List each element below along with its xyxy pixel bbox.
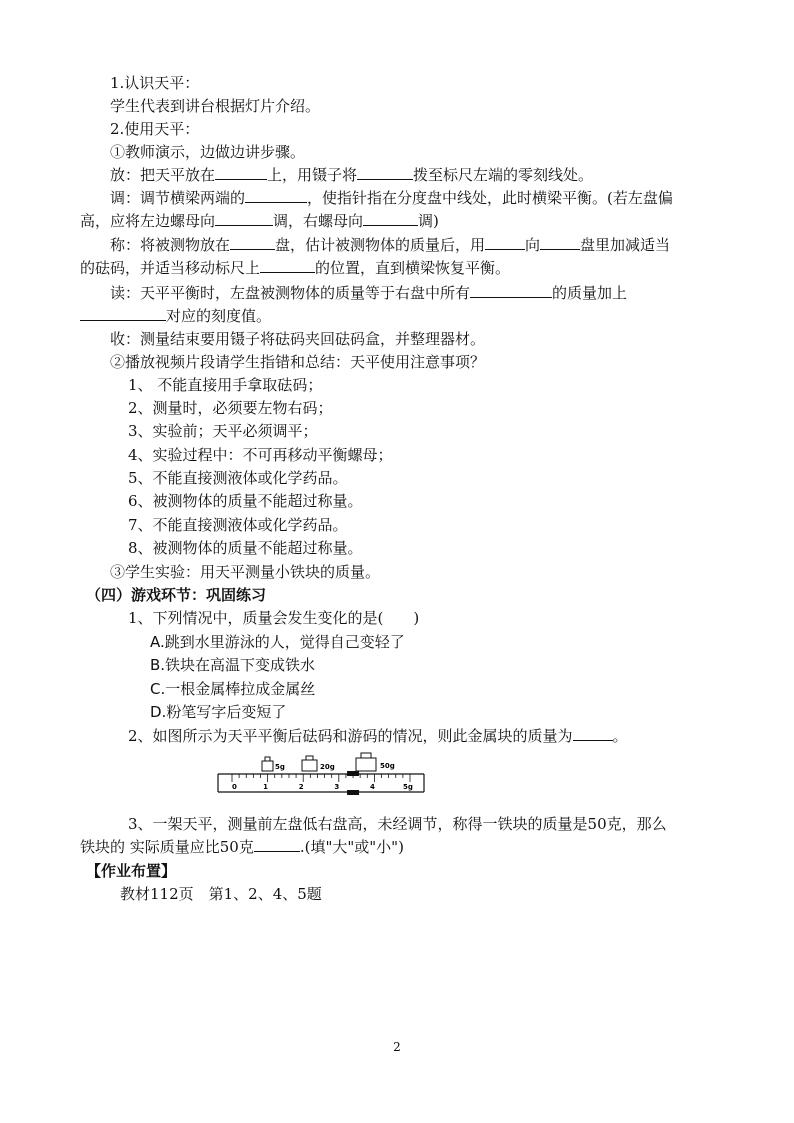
step-adjust-line2 bbox=[80, 210, 439, 232]
step-weigh-b: 盘，估计被测物体的质量后，用 bbox=[275, 236, 486, 254]
question-3-b: 铁块的 实际质量应比50克 bbox=[80, 838, 254, 856]
tick-label: 4 bbox=[369, 783, 375, 791]
note-item: 2、测量时，必须要左物右码； bbox=[128, 399, 333, 417]
answer-blank bbox=[215, 210, 273, 226]
step-place bbox=[110, 164, 593, 186]
step-read-b: 的质量加上 bbox=[552, 284, 628, 302]
weight-20g-icon bbox=[302, 756, 335, 771]
question-1-option: D.粉笔写字后变短了 bbox=[150, 703, 287, 721]
step-read-a: 读：天平平衡时，左盘被测物体的质量等于右盘中所有 bbox=[110, 284, 471, 302]
step1-text: ①教师演示，边做边讲步骤。 bbox=[110, 143, 306, 161]
beam-scale bbox=[218, 771, 424, 795]
step-weigh-f: 的位置，直到横梁恢复平衡。 bbox=[315, 259, 511, 277]
step-read-line2 bbox=[80, 305, 271, 327]
answer-blank bbox=[80, 305, 166, 321]
answer-blank bbox=[363, 210, 418, 226]
question-2-stem-end: 。 bbox=[612, 727, 628, 745]
answer-blank bbox=[357, 164, 413, 180]
weight-label: 20g bbox=[320, 763, 335, 771]
answer-blank bbox=[573, 725, 613, 741]
step-adjust-d: 调，右螺母向 bbox=[273, 212, 364, 230]
note-item: 4、实验过程中：不可再移动平衡螺母； bbox=[128, 446, 393, 464]
item2-title: 2.使用天平： bbox=[110, 120, 200, 138]
answer-blank bbox=[260, 257, 315, 273]
tick-label: 1 bbox=[263, 783, 269, 791]
item1-title: 1.认识天平： bbox=[110, 74, 200, 92]
step-adjust-b: ，使指针指在分度盘中线处，此时横梁平衡。(若左盘偏 bbox=[307, 189, 673, 207]
answer-blank bbox=[245, 187, 307, 203]
tick-label: 3 bbox=[334, 783, 340, 791]
homework-text: 教材112页 第1、2、4、5题 bbox=[120, 885, 322, 903]
answer-blank bbox=[540, 234, 580, 250]
step-weigh-c: 向 bbox=[525, 236, 541, 254]
question-1-option: B.铁块在高温下变成铁水 bbox=[150, 656, 316, 674]
tick-label: 5g bbox=[403, 783, 413, 791]
step3-text: ③学生实验：用天平测量小铁块的质量。 bbox=[110, 563, 381, 581]
question-3-line2 bbox=[80, 836, 404, 858]
step-place-b: 上，用镊子将 bbox=[267, 166, 358, 184]
homework-title: 【作业布置】 bbox=[86, 862, 177, 880]
step2-text: ②播放视频片段请学生指错和总结：天平使用注意事项？ bbox=[110, 353, 486, 371]
weight-5g-icon bbox=[262, 757, 285, 771]
answer-blank bbox=[230, 234, 275, 250]
tick-labels bbox=[232, 783, 413, 791]
step-weigh-line1 bbox=[110, 234, 670, 256]
question-2-stem-text: 2、如图所示为天平平衡后砝码和游码的情况，则此金属块的质量为 bbox=[128, 727, 573, 745]
question-2-stem bbox=[128, 725, 628, 747]
step-adjust-line1 bbox=[110, 187, 673, 209]
note-item: 1、 不能直接用手拿取砝码； bbox=[128, 376, 323, 394]
weight-label: 5g bbox=[275, 763, 285, 771]
step-read-c: 对应的刻度值。 bbox=[166, 307, 272, 325]
note-item: 8、被测物体的质量不能超过称量。 bbox=[128, 539, 363, 557]
question-1-option: A.跳到水里游泳的人，觉得自己变轻了 bbox=[150, 633, 405, 651]
minor-ticks bbox=[232, 774, 410, 782]
section-heading: （四）游戏环节：巩固练习 bbox=[86, 586, 267, 604]
step-place-c: 拨至标尺左端的零刻线处。 bbox=[413, 166, 594, 184]
rider-marker-bottom bbox=[347, 790, 359, 795]
step-read-line1 bbox=[110, 282, 627, 304]
tick-label: 2 bbox=[298, 783, 304, 791]
step-adjust-e: 调) bbox=[418, 212, 439, 230]
page-number: 2 bbox=[393, 1040, 401, 1054]
answer-blank bbox=[254, 836, 300, 852]
answer-blank bbox=[470, 282, 552, 298]
rider-marker bbox=[347, 771, 359, 776]
note-item: 5、不能直接测液体或化学药品。 bbox=[128, 469, 348, 487]
question-3-line1: 3、一架天平，测量前左盘低右盘高，未经调节，称得一铁块的质量是50克，那么 bbox=[128, 815, 667, 833]
note-item: 6、被测物体的质量不能超过称量。 bbox=[128, 492, 363, 510]
step-adjust-c: 高，应将左边螺母向 bbox=[80, 212, 216, 230]
item1-desc: 学生代表到讲台根据灯片介绍。 bbox=[110, 97, 321, 115]
step-weigh-e: 的砝码，并适当移动标尺上 bbox=[80, 259, 261, 277]
answer-blank bbox=[485, 234, 525, 250]
weight-50g-icon bbox=[356, 753, 395, 771]
step-adjust-a: 调：调节横梁两端的 bbox=[110, 189, 246, 207]
question-1-stem: 1、下列情况中，质量会发生变化的是( ) bbox=[128, 609, 420, 627]
weight-label: 50g bbox=[380, 762, 395, 770]
step-weigh-d: 盘里加减适当 bbox=[580, 236, 671, 254]
step-weigh-a: 称：将被测物放在 bbox=[110, 236, 231, 254]
step-store: 收：测量结束要用镊子将砝码夹回砝码盒，并整理器材。 bbox=[110, 330, 486, 348]
note-item: 7、不能直接测液体或化学药品。 bbox=[128, 516, 348, 534]
answer-blank bbox=[215, 164, 267, 180]
tick-label: 0 bbox=[232, 783, 237, 791]
note-item: 3、实验前；天平必须调平； bbox=[128, 422, 318, 440]
step-place-a: 放：把天平放在 bbox=[110, 166, 216, 184]
balance-figure bbox=[214, 752, 430, 800]
question-1-option: C.一根金属棒拉成金属丝 bbox=[150, 680, 316, 698]
question-3-c: .(填"大"或"小") bbox=[299, 838, 404, 856]
step-weigh-line2 bbox=[80, 257, 510, 279]
